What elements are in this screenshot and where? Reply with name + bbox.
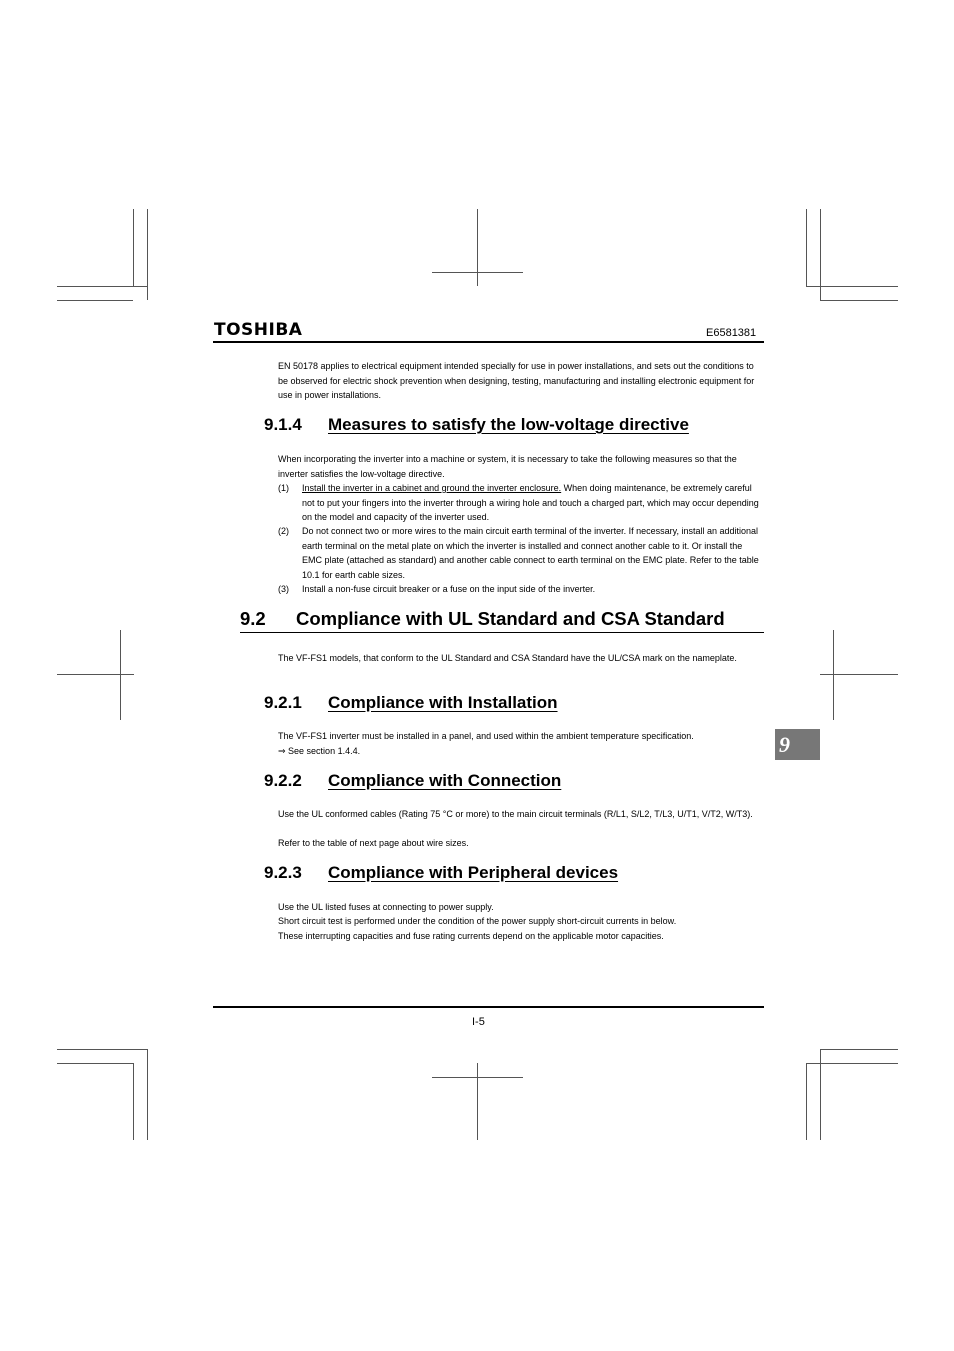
section-number: 9.2.3 bbox=[264, 863, 302, 882]
header-rule bbox=[213, 341, 764, 343]
section-title: Compliance with Peripheral devices bbox=[328, 863, 619, 882]
section-9-2-3-line3: These interrupting capacities and fuse rating currents depend on the applicable motor capacities. bbox=[278, 931, 664, 941]
section-heading-9-2 bbox=[240, 608, 764, 633]
list-marker: (3) bbox=[278, 584, 289, 594]
list-item-2 bbox=[278, 524, 764, 582]
toshiba-logo: TOSHIBA bbox=[214, 320, 303, 340]
section-9-2-2-line1: Use the UL conformed cables (Rating 75 °C or more) to the main circuit terminals (R/L1, S/L2, T/L3, U/T1, V/T2, W/T3). bbox=[278, 809, 753, 819]
section-9-2-text: The VF-FS1 models, that conform to the UL Standard and CSA Standard have the UL/CSA mark on the nameplate. bbox=[278, 653, 737, 663]
list-text: Install a non-fuse circuit breaker or a fuse on the input side of the inverter. bbox=[302, 584, 596, 594]
underlined-instruction: Install the inverter in a cabinet and ground the inverter enclosure. bbox=[302, 483, 562, 493]
list-marker: (2) bbox=[278, 526, 289, 536]
section-number: 9.2.1 bbox=[264, 693, 302, 712]
section-9-1-4-intro: When incorporating the inverter into a machine or system, it is necessary to take the following measures so that the inverter satisfies the low-voltage directive. bbox=[278, 454, 737, 479]
intro-paragraph: EN 50178 applies to electrical equipment intended specially for use in power installations, and sets out the conditions to be observed for electric shock prevention when designing, testing, manufacturing and installing electronic equipment for use in power installations. bbox=[278, 361, 755, 401]
page-number: I-5 bbox=[472, 1016, 485, 1028]
section-number: 9.2 bbox=[240, 608, 266, 629]
section-heading-9-1-4 bbox=[264, 415, 689, 435]
list-text: Do not connect two or more wires to the main circuit earth terminal of the inverter. If necessary, install an additional earth terminal on the metal plate on which the inverter is installed and connect another cable to it. Or install the EMC plate (attached as standard) and another cable connect to earth terminal on the EMC plate. Refer to the table 10.1 for earth cable sizes. bbox=[302, 526, 759, 580]
list-text: When doing maintenance, be extremely careful not to put your fingers into the inverter through a wiring hole and touch a charged part, which may occur depending on the model and capacity of the inverter used. bbox=[302, 483, 759, 523]
section-number: 9.2.2 bbox=[264, 771, 302, 790]
section-9-2-1-see-reference: ⇒ See section 1.4.4. bbox=[278, 746, 361, 756]
section-title: Measures to satisfy the low-voltage directive bbox=[328, 415, 689, 434]
section-heading-9-2-2 bbox=[264, 771, 561, 791]
list-item-3 bbox=[278, 582, 764, 597]
section-9-2-3-line2: Short circuit test is performed under the condition of the power supply short-circuit currents in below. bbox=[278, 916, 677, 926]
section-heading-9-2-1 bbox=[264, 693, 558, 713]
section-title: Compliance with Connection bbox=[328, 771, 562, 790]
section-9-2-3-line1: Use the UL listed fuses at connecting to power supply. bbox=[278, 902, 494, 912]
section-number: 9.1.4 bbox=[264, 415, 302, 434]
section-heading-9-2-3 bbox=[264, 863, 618, 883]
section-9-2-2-line2: Refer to the table of next page about wire sizes. bbox=[278, 838, 469, 848]
document-number: E6581381 bbox=[706, 327, 757, 339]
section-title: Compliance with Installation bbox=[328, 693, 558, 712]
list-marker: (1) bbox=[278, 483, 289, 493]
footer-rule bbox=[213, 1006, 764, 1008]
chapter-tab: 9 bbox=[775, 729, 820, 760]
section-title: Compliance with UL Standard and CSA Standard bbox=[296, 608, 725, 629]
list-item-1 bbox=[278, 481, 764, 525]
section-9-2-1-line1: The VF-FS1 inverter must be installed in a panel, and used within the ambient temperature specification. bbox=[278, 731, 694, 741]
